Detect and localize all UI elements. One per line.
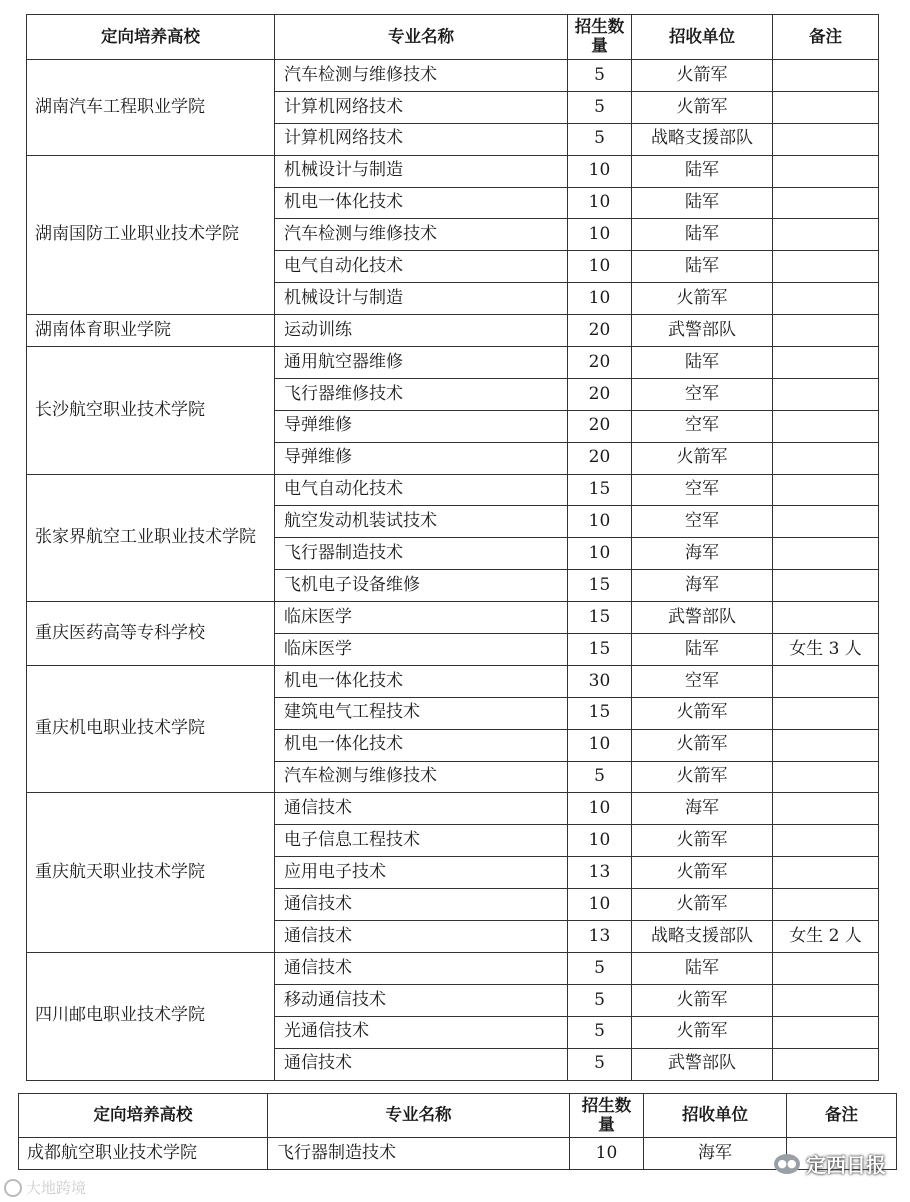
major-cell: 通信技术 <box>275 921 568 953</box>
table-row <box>19 1138 897 1170</box>
major-cell: 飞机电子设备维修 <box>275 570 568 602</box>
count-cell: 10 <box>568 793 632 825</box>
unit-cell: 陆军 <box>632 187 773 219</box>
unit-cell: 陆军 <box>632 347 773 379</box>
note-cell <box>773 155 879 187</box>
count-cell: 20 <box>568 347 632 379</box>
note-cell <box>773 251 879 283</box>
count-cell: 20 <box>568 315 632 347</box>
unit-cell: 空军 <box>632 474 773 506</box>
table-row <box>27 347 879 379</box>
table-header-row <box>19 1094 897 1138</box>
unit-cell: 空军 <box>632 506 773 538</box>
unit-cell: 火箭军 <box>632 761 773 793</box>
table-row <box>27 793 879 825</box>
table-row <box>27 60 879 92</box>
count-cell: 15 <box>568 474 632 506</box>
note-cell <box>773 1016 879 1048</box>
count-cell: 5 <box>568 1048 632 1080</box>
major-cell: 光通信技术 <box>275 1016 568 1048</box>
major-cell: 导弹维修 <box>275 442 568 474</box>
unit-cell: 武警部队 <box>632 315 773 347</box>
note-cell <box>773 761 879 793</box>
unit-cell: 海军 <box>632 538 773 570</box>
count-cell: 20 <box>568 410 632 442</box>
school-cell: 成都航空职业技术学院 <box>19 1138 268 1170</box>
note-cell <box>773 984 879 1016</box>
header-major: 专业名称 <box>268 1094 570 1138</box>
count-cell: 13 <box>568 921 632 953</box>
unit-cell: 陆军 <box>632 251 773 283</box>
note-cell <box>773 187 879 219</box>
major-cell: 飞行器制造技术 <box>275 538 568 570</box>
major-cell: 计算机网络技术 <box>275 91 568 123</box>
unit-cell: 空军 <box>632 410 773 442</box>
note-cell <box>773 91 879 123</box>
count-cell: 10 <box>568 251 632 283</box>
note-cell <box>773 219 879 251</box>
major-cell: 航空发动机装试技术 <box>275 506 568 538</box>
count-cell: 5 <box>568 91 632 123</box>
major-cell: 通信技术 <box>275 1048 568 1080</box>
school-cell: 湖南体育职业学院 <box>27 315 275 347</box>
school-cell: 重庆航天职业技术学院 <box>27 793 275 952</box>
count-cell: 10 <box>568 283 632 315</box>
unit-cell: 火箭军 <box>632 857 773 889</box>
school-cell: 重庆医药高等专科学校 <box>27 602 275 666</box>
unit-cell: 火箭军 <box>632 697 773 729</box>
unit-cell: 陆军 <box>632 634 773 666</box>
major-cell: 机电一体化技术 <box>275 665 568 697</box>
note-cell <box>773 665 879 697</box>
watermark-text: 大地跨境 <box>26 1179 87 1197</box>
note-cell <box>773 506 879 538</box>
header-major: 专业名称 <box>275 15 568 60</box>
logo-icon <box>4 1179 22 1197</box>
note-cell <box>773 889 879 921</box>
major-cell: 通用航空器维修 <box>275 347 568 379</box>
header-note: 备注 <box>773 15 879 60</box>
note-cell <box>773 378 879 410</box>
major-cell: 临床医学 <box>275 634 568 666</box>
table-row <box>27 315 879 347</box>
count-cell: 15 <box>568 697 632 729</box>
note-cell <box>773 283 879 315</box>
major-cell: 应用电子技术 <box>275 857 568 889</box>
table-row <box>27 602 879 634</box>
school-cell: 重庆机电职业技术学院 <box>27 665 275 793</box>
count-cell: 13 <box>568 857 632 889</box>
unit-cell: 火箭军 <box>632 283 773 315</box>
unit-cell: 陆军 <box>632 952 773 984</box>
note-cell <box>773 442 879 474</box>
school-cell: 长沙航空职业技术学院 <box>27 347 275 475</box>
note-cell <box>773 538 879 570</box>
note-cell <box>773 825 879 857</box>
count-cell: 15 <box>568 602 632 634</box>
note-cell: 女生 3 人 <box>773 634 879 666</box>
count-cell: 15 <box>568 570 632 602</box>
school-cell: 张家界航空工业职业技术学院 <box>27 474 275 602</box>
count-cell: 5 <box>568 761 632 793</box>
major-cell: 电气自动化技术 <box>275 251 568 283</box>
unit-cell: 战略支援部队 <box>632 123 773 155</box>
major-cell: 移动通信技术 <box>275 984 568 1016</box>
major-cell: 通信技术 <box>275 793 568 825</box>
note-cell <box>773 793 879 825</box>
header-count: 招生数量 <box>568 15 632 60</box>
header-unit: 招收单位 <box>644 1094 787 1138</box>
note-cell: 女生 2 人 <box>773 921 879 953</box>
major-cell: 通信技术 <box>275 889 568 921</box>
unit-cell: 火箭军 <box>632 91 773 123</box>
unit-cell: 火箭军 <box>632 889 773 921</box>
header-note: 备注 <box>787 1094 897 1138</box>
count-cell: 5 <box>568 60 632 92</box>
note-cell <box>773 474 879 506</box>
count-cell: 5 <box>568 952 632 984</box>
count-cell: 5 <box>568 1016 632 1048</box>
count-cell: 20 <box>568 378 632 410</box>
recruitment-table-continued <box>18 1093 897 1170</box>
unit-cell: 海军 <box>632 570 773 602</box>
wechat-icon: ●● <box>774 1154 800 1174</box>
count-cell: 10 <box>568 219 632 251</box>
table-row <box>27 665 879 697</box>
recruitment-table <box>26 14 879 1081</box>
table-row <box>27 952 879 984</box>
count-cell: 10 <box>568 506 632 538</box>
major-cell: 飞行器制造技术 <box>268 1138 570 1170</box>
unit-cell: 火箭军 <box>632 1016 773 1048</box>
note-cell <box>773 410 879 442</box>
unit-cell: 火箭军 <box>632 984 773 1016</box>
major-cell: 机械设计与制造 <box>275 283 568 315</box>
header-unit: 招收单位 <box>632 15 773 60</box>
major-cell: 计算机网络技术 <box>275 123 568 155</box>
note-cell <box>773 315 879 347</box>
count-cell: 10 <box>568 825 632 857</box>
count-cell: 10 <box>568 155 632 187</box>
table-row <box>27 155 879 187</box>
unit-cell: 战略支援部队 <box>632 921 773 953</box>
note-cell <box>773 1048 879 1080</box>
header-school: 定向培养高校 <box>19 1094 268 1138</box>
unit-cell: 陆军 <box>632 155 773 187</box>
major-cell: 导弹维修 <box>275 410 568 442</box>
count-cell: 20 <box>568 442 632 474</box>
count-cell: 10 <box>568 729 632 761</box>
watermark-left <box>4 1177 86 1198</box>
major-cell: 运动训练 <box>275 315 568 347</box>
major-cell: 机电一体化技术 <box>275 187 568 219</box>
unit-cell: 武警部队 <box>632 602 773 634</box>
school-cell: 四川邮电职业技术学院 <box>27 952 275 1080</box>
unit-cell: 火箭军 <box>632 729 773 761</box>
note-cell <box>773 570 879 602</box>
major-cell: 建筑电气工程技术 <box>275 697 568 729</box>
major-cell: 机电一体化技术 <box>275 729 568 761</box>
table-header-row <box>27 15 879 60</box>
major-cell: 汽车检测与维修技术 <box>275 219 568 251</box>
major-cell: 飞行器维修技术 <box>275 378 568 410</box>
header-school: 定向培养高校 <box>27 15 275 60</box>
unit-cell: 海军 <box>632 793 773 825</box>
count-cell: 30 <box>568 665 632 697</box>
school-cell: 湖南汽车工程职业学院 <box>27 60 275 156</box>
unit-cell: 武警部队 <box>632 1048 773 1080</box>
major-cell: 机械设计与制造 <box>275 155 568 187</box>
count-cell: 15 <box>568 634 632 666</box>
unit-cell: 陆军 <box>632 219 773 251</box>
header-count: 招生数量 <box>570 1094 644 1138</box>
note-cell <box>773 729 879 761</box>
count-cell: 10 <box>568 538 632 570</box>
major-cell: 电子信息工程技术 <box>275 825 568 857</box>
count-cell: 10 <box>568 187 632 219</box>
note-cell <box>773 60 879 92</box>
major-cell: 汽车检测与维修技术 <box>275 60 568 92</box>
school-cell: 湖南国防工业职业技术学院 <box>27 155 275 314</box>
count-cell: 5 <box>568 123 632 155</box>
count-cell: 10 <box>568 889 632 921</box>
major-cell: 电气自动化技术 <box>275 474 568 506</box>
count-cell: 5 <box>568 984 632 1016</box>
note-cell <box>773 347 879 379</box>
unit-cell: 火箭军 <box>632 442 773 474</box>
major-cell: 通信技术 <box>275 952 568 984</box>
watermark-right <box>774 1149 886 1178</box>
unit-cell: 火箭军 <box>632 60 773 92</box>
count-cell: 10 <box>570 1138 644 1170</box>
note-cell <box>773 123 879 155</box>
unit-cell: 海军 <box>644 1138 787 1170</box>
note-cell <box>773 602 879 634</box>
note-cell <box>773 952 879 984</box>
watermark-text: 定西日报 <box>806 1153 886 1177</box>
unit-cell: 空军 <box>632 665 773 697</box>
unit-cell: 空军 <box>632 378 773 410</box>
major-cell: 临床医学 <box>275 602 568 634</box>
note-cell <box>773 697 879 729</box>
major-cell: 汽车检测与维修技术 <box>275 761 568 793</box>
table-row <box>27 474 879 506</box>
note-cell <box>773 857 879 889</box>
unit-cell: 火箭军 <box>632 825 773 857</box>
